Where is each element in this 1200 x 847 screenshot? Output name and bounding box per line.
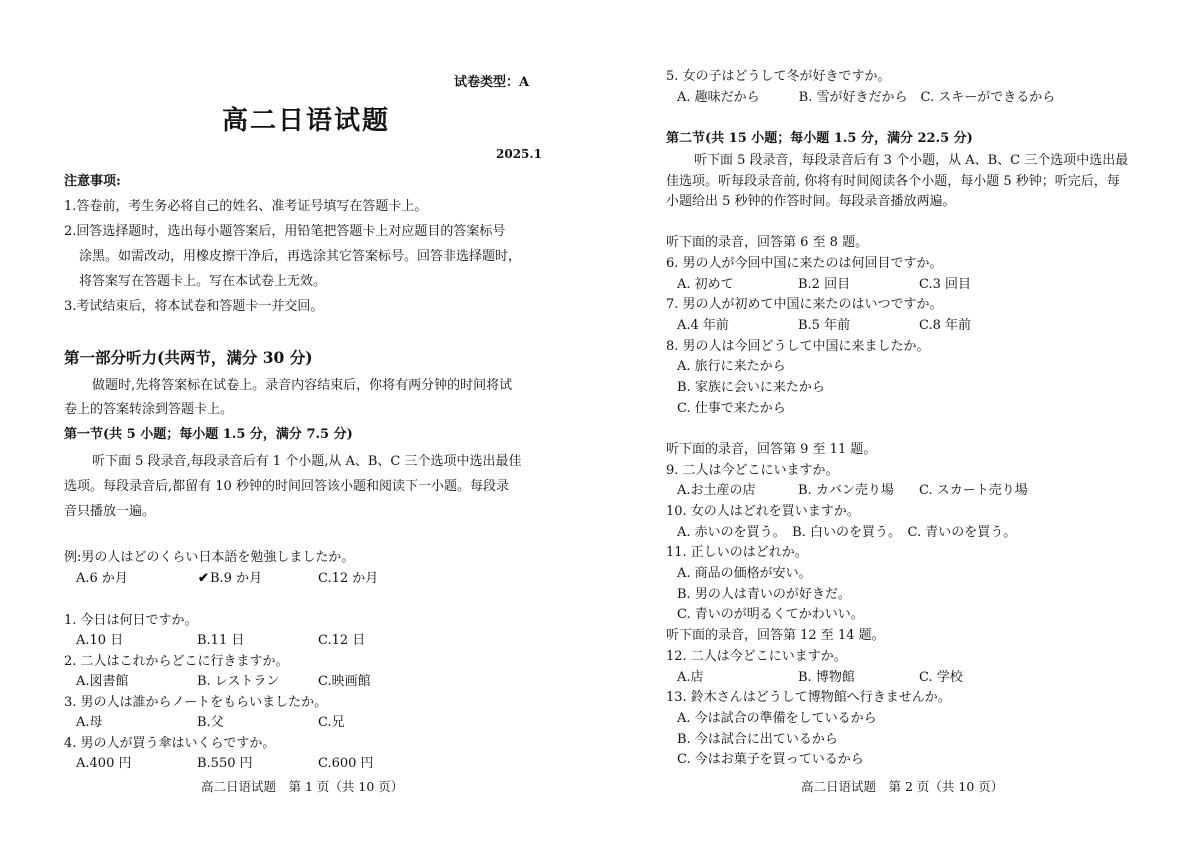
section2-heading: 第二节(共 15 小题；每小题 1.5 分，满分 22.5 分) [666, 131, 973, 146]
option-a: A.400 円 [76, 756, 132, 771]
page-title: 高二日语试题 [222, 106, 391, 136]
option-b: B.5 年前 [798, 318, 851, 333]
option-c: C.8 年前 [919, 318, 972, 333]
notice-heading: 注意事项: [64, 174, 121, 189]
option-b: B.9 か月 [210, 571, 263, 586]
group-intro: 听下面的录音，回答第 9 至 11 题。 [666, 442, 877, 457]
group-intro: 听下面的录音，回答第 12 至 14 题。 [666, 628, 885, 643]
notice-line: 2.回答选择题时，选出每小题答案后，用铅笔把答题卡上对应题目的答案标号 [64, 224, 506, 239]
section1-intro: 听下面 5 段录音,每段录音后有 1 个小题,从 A、B、C 三个选项中选出最佳 [92, 454, 522, 469]
option-b: B. カバン売り場 [798, 483, 894, 498]
question: 11. 正しいのはどれか。 [666, 545, 808, 560]
question: 12. 二人は今どこにいますか。 [666, 649, 847, 664]
option-b: B.550 円 [197, 756, 253, 771]
question: 7. 男の人が初めて中国に来たのはいつですか。 [666, 297, 943, 312]
option-c: C.12 か月 [318, 571, 379, 586]
question: 13. 鈴木さんはどうして博物館へ行きませんか。 [666, 690, 951, 705]
page-footer: 高二日语试题 第 2 页（共 10 页） [801, 779, 1004, 794]
option-c: C. 学校 [919, 670, 963, 685]
option-c: C. 今はお菓子を買っているから [677, 752, 864, 767]
option-a: A. 商品の価格が安い。 [677, 566, 812, 581]
option-b: B. 家族に会いに来たから [677, 380, 825, 395]
option-b: B. レストラン [197, 674, 280, 689]
option-a: A.図書館 [76, 674, 129, 689]
notice-line: 3.考试结束后，将本试卷和答题卡一并交回。 [64, 299, 324, 314]
option-c: C. 青いのが明るくてかわいい。 [677, 607, 864, 622]
notice-line: 1.答卷前，考生务必将自己的姓名、准考证号填写在答题卡上。 [64, 199, 428, 214]
option-b: B.11 日 [197, 633, 245, 648]
option-b: B. 博物館 [798, 670, 855, 685]
question: 4. 男の人が買う傘はいくらですか。 [64, 736, 276, 751]
part1-intro: 做题时,先将答案标在试卷上。录音内容结束后，你将有两分钟的时间将试 [92, 378, 513, 393]
question: 2. 二人はこれからどこに行きますか。 [64, 654, 289, 669]
question: 10. 女の人はどれを買いますか。 [666, 504, 860, 519]
option-a: A.店 [677, 670, 704, 685]
question: 1. 今日は何日ですか。 [64, 613, 198, 628]
exam-date: 2025.1 [496, 147, 542, 161]
option-a: A.4 年前 [677, 318, 729, 333]
question: 9. 二人は今どこにいますか。 [666, 463, 839, 478]
section1-intro: 选项。每段录音后,都留有 10 秒钟的时间回答该小题和阅读下一小题。每段录 [64, 479, 509, 494]
option-b: B. 今は試合に出ているから [677, 732, 838, 747]
checkmark-icon: ✔ [198, 571, 209, 586]
option-c: C.映画館 [318, 674, 371, 689]
paper-type: 试卷类型：A [454, 75, 530, 90]
option-b: B.2 回目 [798, 277, 851, 292]
section1-intro: 音只播放一遍。 [64, 504, 156, 519]
question: 8. 男の人は今回どうして中国に来ましたか。 [666, 339, 930, 354]
option-a: A.母 [76, 715, 103, 730]
group-intro: 听下面的录音，回答第 6 至 8 题。 [666, 235, 869, 250]
option-c: C.600 円 [318, 756, 374, 771]
question-options: A. 趣味だから B. 雪が好きだから C. スキーができるから [677, 90, 1056, 105]
option-a: A. 初めて [677, 277, 734, 292]
question: 5. 女の子はどうして冬が好きですか。 [666, 69, 891, 84]
page-2 [600, 0, 1200, 847]
section2-intro: 小题给出 5 秒钟的作答时间。每段录音播放两遍。 [666, 194, 956, 209]
option-c: C.12 日 [318, 633, 366, 648]
option-c: C.兄 [318, 715, 345, 730]
option-c: C. スカート売り場 [919, 483, 1028, 498]
part1-intro: 卷上的答案转涂到答题卡上。 [64, 402, 234, 417]
section1-heading: 第一节(共 5 小题；每小题 1.5 分，满分 7.5 分) [64, 427, 353, 442]
question-options: A. 赤いのを買う。 B. 白いのを買う。 C. 青いのを買う。 [677, 525, 1017, 540]
option-b: B. 男の人は青いのが好きだ。 [677, 587, 851, 602]
option-c: C. 仕事で来たから [677, 401, 786, 416]
option-a: A.10 日 [76, 633, 124, 648]
option-a: A.6 か月 [76, 571, 128, 586]
question: 6. 男の人が今回中国に来たのは何回目ですか。 [666, 256, 943, 271]
section2-intro: 听下面 5 段录音，每段录音后有 3 个小题，从 A、B、C 三个选项中选出最 [694, 153, 1129, 168]
notice-line: 涂黑。如需改动，用橡皮擦干净后，再选涂其它答案标号。回答非选择题时， [79, 249, 522, 264]
question: 3. 男の人は誰からノートをもらいましたか。 [64, 695, 328, 710]
notice-line: 将答案写在答题卡上。写在本试卷上无效。 [79, 274, 327, 289]
section2-intro: 佳选项。听每段录音前, 你将有时间阅读各个小题，每小题 5 秒钟；听完后，每 [666, 174, 1120, 189]
option-a: A. 今は試合の準備をしているから [677, 711, 877, 726]
option-b: B.父 [197, 715, 224, 730]
option-c: C.3 回目 [919, 277, 972, 292]
page-footer: 高二日语试题 第 1 页（共 10 页） [201, 779, 404, 794]
example-question: 例:男の人はどのくらい日本語を勉強しましたか。 [64, 550, 355, 565]
option-a: A.お土産の店 [677, 483, 756, 498]
option-a: A. 旅行に来たから [677, 359, 786, 374]
part1-heading: 第一部分听力(共两节，满分 30 分) [64, 348, 313, 367]
